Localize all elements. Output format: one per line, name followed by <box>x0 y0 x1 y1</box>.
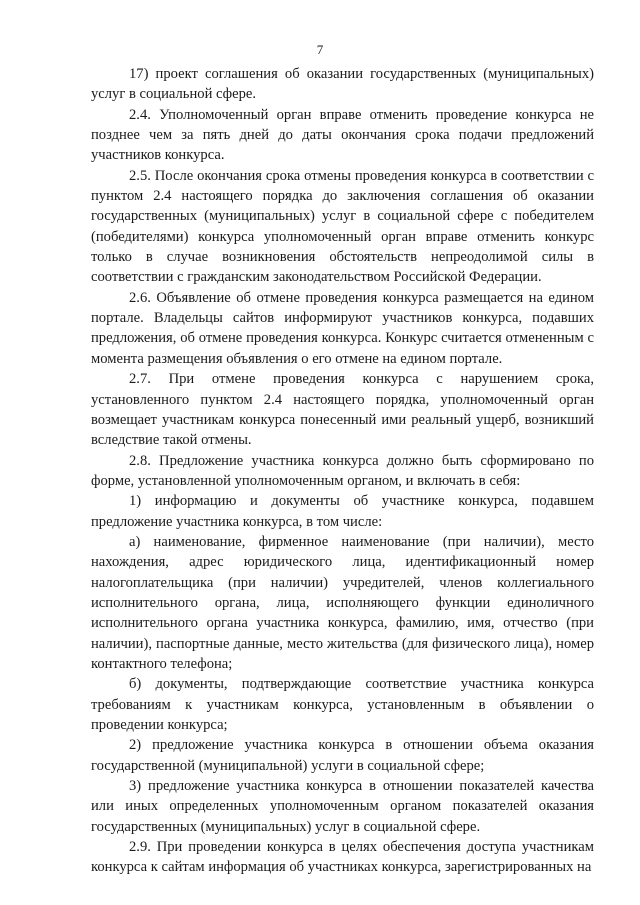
paragraph-2-9: 2.9. При проведении конкурса в целях обеспечения доступа участникам конкурса к сайтам информация об участниках конкурса, зарегистрированных на <box>91 839 594 876</box>
paragraph-2-7: 2.7. При отмене проведения конкурса с нарушением срока, установленного пунктом 2.4 настоящего порядка, уполномоченный орган возмещает участникам конкурса понесенный ими реальный ущерб, возникший вследствие такой отмены. <box>91 371 594 449</box>
paragraph-2-8-item-1b: б) документы, подтверждающие соответствие участника конкурса требованиям к участникам конкурса, установленным в объявлении о проведении конкурса; <box>91 676 594 733</box>
document-body <box>91 64 594 878</box>
paragraph-2-8-item-2: 2) предложение участника конкурса в отношении объема оказания государственной (муниципальной) услуги в социальной сфере; <box>91 737 594 774</box>
paragraph-2-8-item-1: 1) информацию и документы об участнике конкурса, подавшем предложение участника конкурса, в том числе: <box>91 493 594 530</box>
paragraph-2-5: 2.5. После окончания срока отмены проведения конкурса в соответствии с пунктом 2.4 настоящего порядка до заключения соглашения об оказании государственных (муниципальных) услуг в социальной сфере с победителем (победителями) конкурса уполномоченный орган вправе отменить конкурс только в случае возникновения обстоятельств непреодолимой силы в соответствии с гражданским законодательством Российской Федерации. <box>91 167 594 286</box>
paragraph-2-6: 2.6. Объявление об отмене проведения конкурса размещается на едином портале. Владельцы сайтов информируют участников конкурса, подавших предложения, об отмене проведения конкурса. Конкурс считается отмененным с момента размещения объявления о его отмене на едином портале. <box>91 289 594 367</box>
paragraph-item-17: 17) проект соглашения об оказании государственных (муниципальных) услуг в социальной сфере. <box>91 66 594 103</box>
page-number: 7 <box>316 42 324 57</box>
paragraph-2-8-item-3: 3) предложение участника конкурса в отношении показателей качества или иных определенных уполномоченным органом показателей оказания государственных (муниципальных) услуг в социальной сфере. <box>91 778 594 835</box>
paragraph-2-8: 2.8. Предложение участника конкурса должно быть сформировано по форме, установленной уполномоченным органом, и включать в себя: <box>91 452 594 489</box>
paragraph-2-4: 2.4. Уполномоченный орган вправе отменить проведение конкурса не позднее чем за пять дней до даты окончания срока подачи предложений участников конкурса. <box>91 106 594 164</box>
paragraph-2-8-item-1a: а) наименование, фирменное наименование (при наличии), место нахождения, адрес юридического лица, идентификационный номер налогоплательщика (при наличии) учредителей, членов коллегиального исполнительного органа, лица, исполняющего функции единоличного исполнительного органа участника конкурса, фамилию, имя, отчество (при наличии), паспортные данные, место жительства (для физического лица), номер контактного телефона; <box>91 533 594 672</box>
